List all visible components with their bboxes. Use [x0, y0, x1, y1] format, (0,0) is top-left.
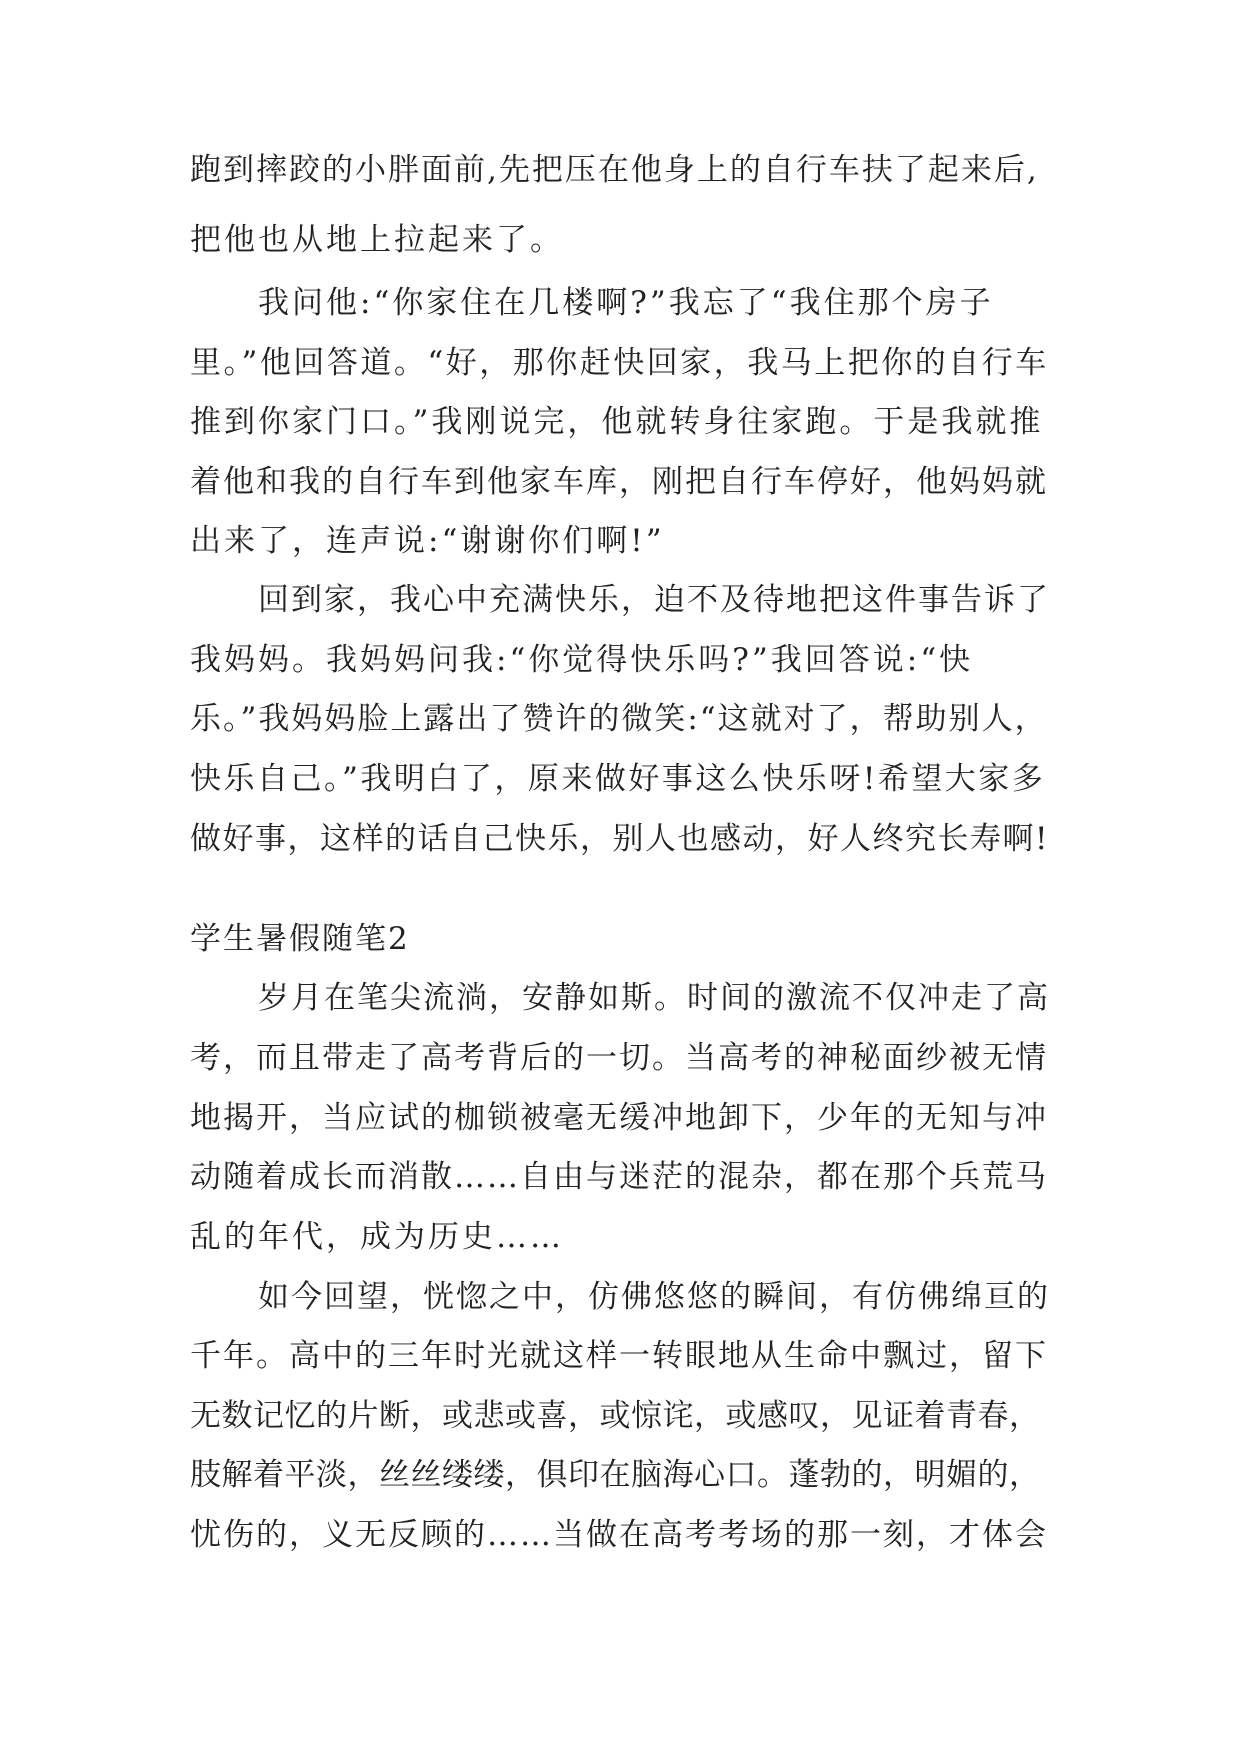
text-line: 我问他:“你家住在几楼啊?”我忘了“我住那个房子 [258, 285, 994, 321]
text-line: 肢解着平淡，丝丝缕缕，俱印在脑海心口。蓬勃的，明媚的， [190, 1457, 1041, 1493]
text-line: 乱的年代，成为历史…… [190, 1219, 564, 1255]
text-line: 动随着成长而消散……自由与迷茫的混杂，都在那个兵荒马 [190, 1159, 1048, 1195]
text-line: 出来了，连声说:“谢谢你们啊!” [190, 523, 665, 559]
text-line: 把他也从地上拉起来了。 [190, 222, 564, 258]
section-title: 学生暑假随笔2 [190, 921, 410, 957]
text-line: 岁月在笔尖流淌，安静如斯。时间的激流不仅冲走了高 [258, 980, 1050, 1016]
text-line: 快乐自己。”我明白了，原来做好事这么快乐呀!希望大家多 [190, 761, 1046, 797]
text-line: 地揭开，当应试的枷锁被毫无缓冲地卸下，少年的无知与冲 [190, 1100, 1048, 1136]
text-line: 推到你家门口。”我刚说完，他就转身往家跑。于是我就推 [190, 404, 1044, 440]
text-line: 回到家，我心中充满快乐，迫不及待地把这件事告诉了 [258, 582, 1050, 618]
text-line: 无数记忆的片断，或悲或喜，或惊诧，或感叹，见证着青春， [190, 1398, 1041, 1434]
text-line: 考，而且带走了高考背后的一切。当高考的神秘面纱被无情 [190, 1040, 1048, 1076]
text-line: 乐。”我妈妈脸上露出了赞许的微笑:“这就对了，帮助别人， [190, 701, 1048, 737]
text-line: 千年。高中的三年时光就这样一转眼地从生命中飘过，留下 [190, 1338, 1048, 1374]
text-line: 忧伤的，义无反顾的……当做在高考考场的那一刻，才体会 [190, 1517, 1048, 1553]
text-line: 如今回望，恍惚之中，仿佛悠悠的瞬间，有仿佛绵亘的 [258, 1279, 1050, 1315]
text-line: 跑到摔跤的小胖面前,先把压在他身上的自行车扶了起来后, [190, 152, 1039, 188]
text-line: 着他和我的自行车到他家车库，刚把自行车停好，他妈妈就 [190, 464, 1048, 500]
text-line: 我妈妈。我妈妈问我:“你觉得快乐吗?”我回答说:“快 [190, 642, 974, 678]
text-line: 里。”他回答道。“好，那你赶快回家，我马上把你的自行车 [190, 345, 1049, 381]
text-line: 做好事，这样的话自己快乐，别人也感动，好人终究长寿啊! [190, 821, 1049, 857]
